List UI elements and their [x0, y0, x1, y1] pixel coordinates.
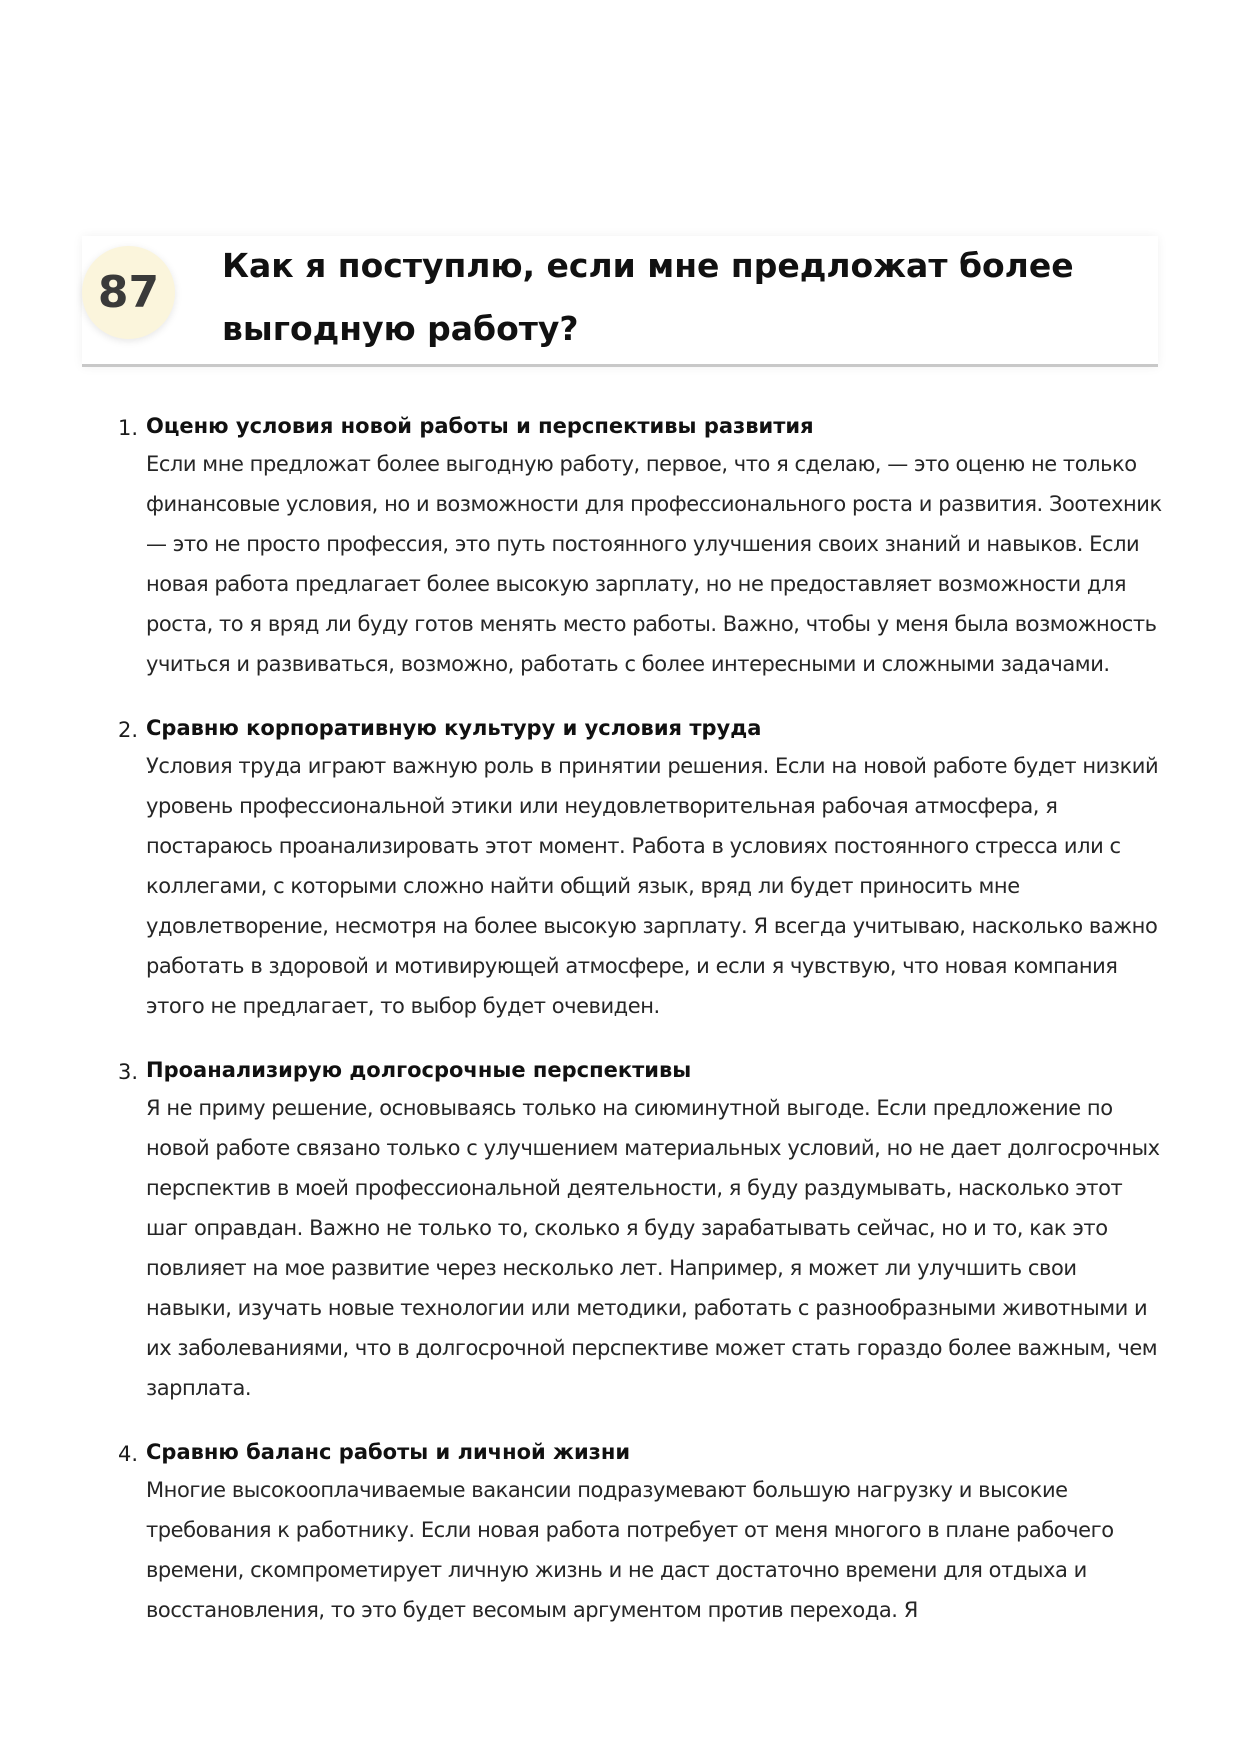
item-text: Если мне предложат более выгодную работу, первое, что я сделаю, — это оценю не только финансовые условия, но и возможности для профессионального роста и развития. Зоотехник — это не просто профессия, это путь постоянного улучшения своих знаний и навыков. Если новая работа предлагает более высокую зарплату, но не предоставляет возможности для роста, то я вряд ли буду готов менять место работы. Важно, чтобы у меня была возможность учиться и развиваться, возможно, работать с более интересными и сложными задачами. [146, 452, 1162, 676]
item-number: 2. [118, 718, 139, 742]
item-number: 1. [118, 416, 139, 440]
item-title: Сравню баланс работы и личной жизни [146, 1440, 631, 1464]
item-text: Я не приму решение, основываясь только на сиюминутной выгоде. Если предложение по новой работе связано только с улучшением материальных условий, но не дает долгосрочных перспектив в моей профессиональной деятельности, я буду раздумывать, насколько этот шаг оправдан. Важно не только то, сколько я буду зарабатывать сейчас, но и то, как это повлияет на мое развитие через несколько лет. Например, я может ли улучшить свои навыки, изучать новые технологии или методики, работать с разнообразными животными и их заболеваниями, что в долгосрочной перспективе может стать гораздо более важным, чем зарплата. [146, 1096, 1160, 1400]
answer-list [118, 408, 1163, 1656]
question-number-badge: 87 [82, 246, 175, 339]
item-number: 4. [118, 1442, 139, 1466]
question-header [82, 236, 1158, 367]
item-title: Проанализирую долгосрочные перспективы [146, 1058, 692, 1082]
item-title: Оценю условия новой работы и перспективы развития [146, 414, 814, 438]
item-title: Сравню корпоративную культуру и условия труда [146, 716, 762, 740]
question-title: Как я поступлю, если мне предложат более выгодную работу? [222, 246, 1074, 348]
item-text: Условия труда играют важную роль в принятии решения. Если на новой работе будет низкий уровень профессиональной этики или неудовлетворительная рабочая атмосфера, я постараюсь проанализировать этот момент. Работа в условиях постоянного стресса или с коллегами, с которыми сложно найти общий язык, вряд ли будет приносить мне удовлетворение, несмотря на более высокую зарплату. Я всегда учитываю, насколько важно работать в здоровой и мотивирующей атмосфере, и если я чувствую, что новая компания этого не предлагает, то выбор будет очевиден. [146, 754, 1159, 1018]
list-item [118, 1434, 1163, 1630]
list-item [118, 1052, 1163, 1408]
item-number: 3. [118, 1060, 139, 1084]
list-item [118, 710, 1163, 1026]
list-item [118, 408, 1163, 684]
item-text: Многие высокооплачиваемые вакансии подразумевают большую нагрузку и высокие требования к работнику. Если новая работа потребует от меня многого в плане рабочего времени, скомпрометирует личную жизнь и не даст достаточно времени для отдыха и восстановления, то это будет весомым аргументом против перехода. Я [146, 1478, 1114, 1622]
